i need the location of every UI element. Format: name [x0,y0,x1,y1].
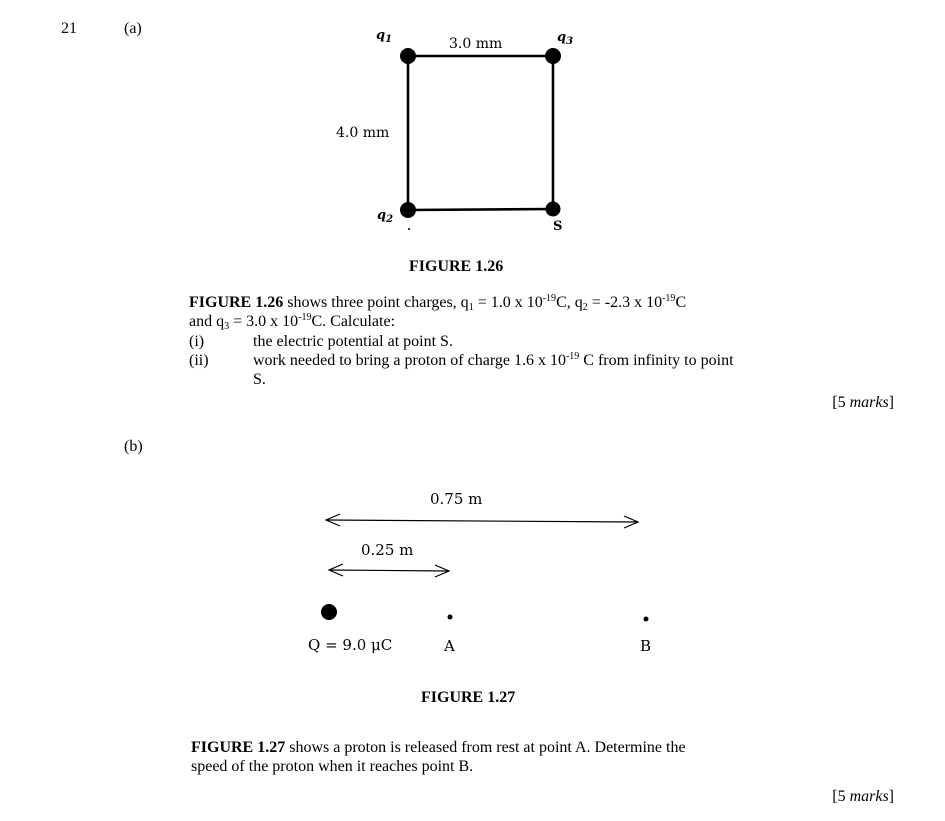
figure-1-26-caption: FIGURE 1.26 [409,258,504,275]
part-b-label: (b) [124,438,143,455]
width-dimension-label: 3.0 mm [449,36,503,52]
point-b-dot [644,617,649,622]
point-b-label: B [640,637,652,655]
q1-label: $q_1$ [376,28,393,45]
item-ii-text-cont: S. [253,371,266,388]
height-dimension-label: 4.0 mm [336,125,390,141]
item-ii-number: (ii) [189,352,209,369]
item-ii-text: work needed to bring a proton of charge 1.6 x $10^{-19}$ C from infinity to point [253,351,734,369]
charge-q-label: Q = 9.0 μC [308,636,393,654]
long-distance-label: 0.75 m [430,490,483,508]
short-distance-arrow [329,564,449,577]
part-a-label: (a) [124,20,142,37]
short-distance-label: 0.25 m [361,541,414,559]
point-a-dot [448,615,453,620]
item-i-number: (i) [189,333,205,350]
point-s-label: S [553,219,563,234]
part-b-line-2: speed of the proton when it reaches point B. [191,758,474,775]
question-number: 21 [61,20,77,37]
part-a-line-1: FIGURE 1.26 shows three point charges, $q_1 = 1.0$ x $10^{-19}C$, $q_2 = -2.3$ x $10^{-19}C$ [189,293,687,313]
figure-1-27-caption: FIGURE 1.27 [421,689,516,706]
charge-q-dot [321,604,337,620]
point-a-label: A [444,637,455,655]
part-b-line-1: FIGURE 1.27 shows a proton is released from rest at point A. Determine the [191,739,686,756]
part-a-line-2: and $q_3 = 3.0$ x $10^{-19}C$. Calculate: [189,312,396,332]
part-a-marks: [5 marks] [832,394,894,411]
q2-label: $q_2$ [377,208,394,225]
long-distance-arrow [326,514,638,528]
part-b-marks: [5 marks] [832,788,894,805]
q3-label: $q_3$ [557,30,574,47]
item-i-text: the electric potential at point S. [253,333,453,350]
